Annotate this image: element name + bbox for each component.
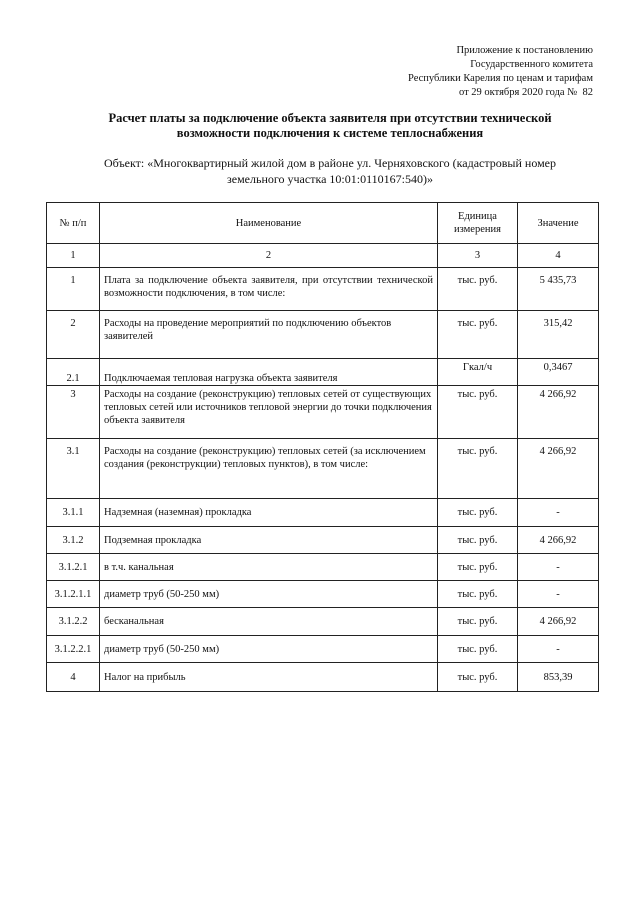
header-line-2: Государственного комитета: [470, 59, 593, 70]
row-value: 4 266,92: [518, 527, 599, 554]
table-row: [47, 386, 599, 439]
row-unit: тыс. руб.: [438, 636, 518, 663]
row-name: в т.ч. канальная: [100, 554, 438, 581]
object-line-1: Объект: «Многоквартирный жилой дом в районе ул. Черняховского (кадастровый номер: [103, 156, 557, 170]
row-value: -: [518, 636, 599, 663]
row-value: 0,3467: [518, 359, 599, 386]
table-row: [47, 636, 599, 663]
col-header-value: Значение: [518, 203, 599, 244]
col-index: 4: [518, 244, 599, 268]
row-value: -: [518, 499, 599, 527]
row-value: 4 266,92: [518, 386, 599, 439]
col-header-unit-line-2: измерения: [454, 224, 501, 235]
row-unit: тыс. руб.: [438, 499, 518, 527]
row-name: Надземная (наземная) прокладка: [100, 499, 438, 527]
row-name: Расходы на проведение мероприятий по подключению объектов заявителей: [100, 311, 438, 359]
row-num: 4: [47, 663, 100, 692]
row-value: 853,39: [518, 663, 599, 692]
table-row: [47, 359, 599, 386]
table-header-row: [47, 203, 599, 244]
row-name: бесканальная: [100, 608, 438, 636]
table-row: [47, 608, 599, 636]
row-value: 315,42: [518, 311, 599, 359]
col-header-name: Наименование: [100, 203, 438, 244]
object-line-2: земельного участка 10:01:0110167:540)»: [227, 172, 433, 186]
row-unit: тыс. руб.: [438, 554, 518, 581]
header-number: 82: [582, 87, 593, 98]
row-num: 1: [47, 268, 100, 311]
col-index: 1: [47, 244, 100, 268]
table-row: [47, 439, 599, 499]
row-num: 3.1.2.1.1: [47, 581, 100, 608]
row-name: Расходы на создание (реконструкцию) тепловых сетей от существующих тепловых сетей или источников тепловой энергии до точки подключения объекта заявителя: [100, 386, 438, 439]
row-unit: тыс. руб.: [438, 268, 518, 311]
row-unit: тыс. руб.: [438, 663, 518, 692]
row-name: Расходы на создание (реконструкцию) тепловых сетей (за исключением создания (реконструкции) тепловых пунктов), в том числе:: [100, 439, 438, 499]
document-header: [273, 44, 593, 100]
table-row: [47, 554, 599, 581]
row-value: -: [518, 581, 599, 608]
title-line-2: возможности подключения к системе теплоснабжения: [176, 126, 484, 140]
col-index: 3: [438, 244, 518, 268]
row-name: Подземная прокладка: [100, 527, 438, 554]
table-index-row: [47, 244, 599, 268]
col-header-unit: [438, 203, 518, 244]
row-name: диаметр труб (50-250 мм): [100, 636, 438, 663]
row-value: 5 435,73: [518, 268, 599, 311]
table-row: [47, 581, 599, 608]
row-num: 2: [47, 311, 100, 359]
table-row: [47, 311, 599, 359]
header-line-3: Республики Карелия по ценам и тарифам: [408, 73, 593, 84]
header-date: от 29 октября 2020 года №: [458, 87, 578, 98]
header-line-1: Приложение к постановлению: [456, 45, 593, 56]
row-unit: тыс. руб.: [438, 581, 518, 608]
row-name: Налог на прибыль: [100, 663, 438, 692]
row-value: 4 266,92: [518, 439, 599, 499]
row-num: 3.1.2: [47, 527, 100, 554]
table-row: [47, 527, 599, 554]
row-unit: тыс. руб.: [438, 527, 518, 554]
row-unit: тыс. руб.: [438, 311, 518, 359]
col-header-unit-line-1: Единица: [458, 211, 497, 222]
row-name: Плата за подключение объекта заявителя, при отсутствии технической возможности подключения, в том числе:: [100, 268, 438, 311]
col-header-num: № п/п: [47, 203, 100, 244]
row-num: 3.1.2.1: [47, 554, 100, 581]
row-num: 3.1.2.2.1: [47, 636, 100, 663]
calculation-table: [46, 202, 599, 692]
title-line-1: Расчет платы за подключение объекта заявителя при отсутствии технической: [108, 111, 552, 125]
row-num: 3.1.2.2: [47, 608, 100, 636]
row-num: 3.1: [47, 439, 100, 499]
row-num: 2.1: [47, 359, 100, 386]
document-title: [40, 111, 620, 141]
row-unit: тыс. руб.: [438, 439, 518, 499]
table-row: [47, 663, 599, 692]
object-description: [40, 155, 620, 187]
row-name: Подключаемая тепловая нагрузка объекта заявителя: [100, 359, 438, 386]
table-row: [47, 499, 599, 527]
row-value: 4 266,92: [518, 608, 599, 636]
row-num: 3.1.1: [47, 499, 100, 527]
row-num: 3: [47, 386, 100, 439]
row-unit: Гкал/ч: [438, 359, 518, 386]
header-line-4: [273, 86, 593, 100]
row-name: диаметр труб (50-250 мм): [100, 581, 438, 608]
row-unit: тыс. руб.: [438, 386, 518, 439]
col-index: 2: [100, 244, 438, 268]
row-value: -: [518, 554, 599, 581]
table-row: [47, 268, 599, 311]
row-unit: тыс. руб.: [438, 608, 518, 636]
